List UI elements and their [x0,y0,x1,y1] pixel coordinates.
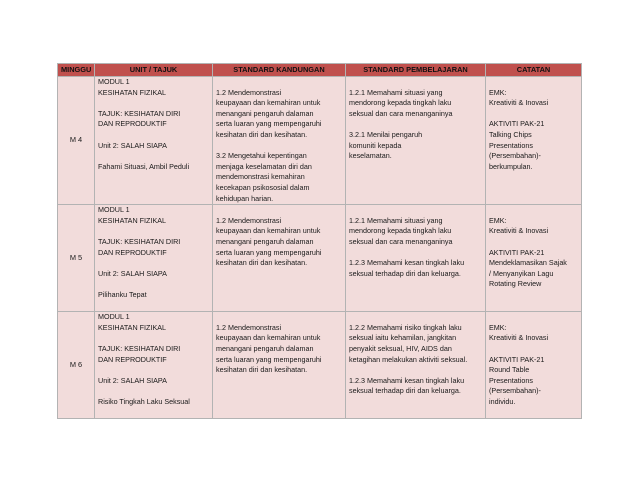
catatan-line: AKTIVITI PAK-21 [489,247,545,257]
kandungan-line: menangani pengaruh dalaman [216,343,314,353]
pembelajaran-line: seksual iaitu kehamilan, jangkitan [349,333,457,343]
catatan-line: Talking Chips [489,129,532,139]
pembelajaran-line: 1.2.1 Memahami situasi yang [349,215,443,225]
unit-tajuk-cont: DAN REPRODUKTIF [98,247,167,257]
kandungan-line: menangani pengaruh dalaman [216,108,314,118]
pembelajaran-line: penyakit seksual, HIV, AIDS dan [349,343,452,353]
table-row [58,312,582,419]
kandungan-line: menjaga keselamatan diri dan [216,161,312,171]
unit-cell [95,77,213,205]
unit-name: Unit 2: SALAH SIAPA [98,140,167,150]
lesson-plan-table [57,63,582,419]
catatan-line: AKTIVITI PAK-21 [489,119,545,129]
catatan-line: Presentations [489,375,533,385]
header-unit: UNIT / TAJUK [95,64,213,77]
catatan-line: Mendeklamasikan Sajak [489,258,567,268]
catatan-line: berkumpulan. [489,161,533,171]
kandungan-line: menangani pengaruh dalaman [216,236,314,246]
kandungan-line: kehidupan harian. [216,193,274,203]
catatan-line: Presentations [489,140,533,150]
kandungan-line: kecekapan psikososial dalam [216,182,310,192]
catatan-line: EMK: [489,87,507,97]
unit-name: Unit 2: SALAH SIAPA [98,268,167,278]
catatan-line: Kreativiti & Inovasi [489,333,549,343]
catatan-line: / Menyanyikan Lagu [489,268,554,278]
unit-kesihatan: KESIHATAN FIZIKAL [98,215,167,225]
kandungan-line: serta luaran yang mempengaruhi [216,354,322,364]
catatan-line: individu. [489,396,516,406]
pembelajaran-line: seksual dan cara menanganinya [349,236,453,246]
catatan-cell [486,77,582,205]
unit-cell [95,312,213,419]
unit-tajuk: TAJUK: KESIHATAN DIRI [98,108,181,118]
kandungan-line: serta luaran yang mempengaruhi [216,247,322,257]
catatan-cell [486,205,582,312]
pembelajaran-cell [346,312,486,419]
header-pembelajaran: STANDARD PEMBELAJARAN [346,64,486,77]
kandungan-line: keupayaan dan kemahiran untuk [216,226,321,236]
pembelajaran-line: mendorong kepada tingkah laku [349,226,452,236]
unit-cell [95,205,213,312]
unit-subtopic: Risiko Tingkah Laku Seksual [98,396,190,406]
catatan-line: Kreativiti & Inovasi [489,226,549,236]
week-cell: M 5 [58,205,95,312]
unit-modul: MODUL 1 [98,205,130,215]
header-minggu: MINGGU [58,64,95,77]
unit-name: Unit 2: SALAH SIAPA [98,375,167,385]
pembelajaran-line: 1.2.3 Memahami kesan tingkah laku [349,258,465,268]
week-cell: M 4 [58,77,95,205]
table-row [58,205,582,312]
catatan-line: AKTIVITI PAK-21 [489,354,545,364]
unit-kesihatan: KESIHATAN FIZIKAL [98,322,167,332]
pembelajaran-line: komuniti kepada [349,140,402,150]
pembelajaran-cell [346,205,486,312]
header-row [58,64,582,77]
week-cell: M 6 [58,312,95,419]
kandungan-line: keupayaan dan kemahiran untuk [216,98,321,108]
pembelajaran-line: mendorong kepada tingkah laku [349,98,452,108]
catatan-line: Kreativiti & Inovasi [489,98,549,108]
kandungan-line: keupayaan dan kemahiran untuk [216,333,321,343]
pembelajaran-line: 1.2.1 Memahami situasi yang [349,87,443,97]
pembelajaran-cell [346,77,486,205]
unit-tajuk: TAJUK: KESIHATAN DIRI [98,236,181,246]
catatan-line: EMK: [489,322,507,332]
catatan-cell [486,312,582,419]
unit-subtopic: Fahami Situasi, Ambil Peduli [98,161,190,171]
catatan-line: (Persembahan)- [489,386,541,396]
pembelajaran-line: 3.2.1 Menilai pengaruh [349,129,423,139]
kandungan-line: 1.2 Mendemonstrasi [216,87,282,97]
kandungan-cell [213,312,346,419]
catatan-line: Round Table [489,365,530,375]
kandungan-line: serta luaran yang mempengaruhi [216,119,322,129]
kandungan-line: kesihatan diri dan kesihatan. [216,129,308,139]
kandungan-line: mendemonstrasi kemahiran [216,172,305,182]
unit-tajuk-cont: DAN REPRODUKTIF [98,354,167,364]
header-catatan: CATATAN [486,64,582,77]
pembelajaran-line: ketagihan melakukan aktiviti seksual. [349,354,468,364]
catatan-line: (Persembahan)- [489,151,541,161]
unit-modul: MODUL 1 [98,312,130,322]
kandungan-line: 3.2 Mengetahui kepentingan [216,151,307,161]
pembelajaran-line: seksual terhadap diri dan keluarga. [349,386,461,396]
unit-tajuk-cont: DAN REPRODUKTIF [98,119,167,129]
kandungan-cell [213,205,346,312]
kandungan-line: 1.2 Mendemonstrasi [216,322,282,332]
catatan-line: EMK: [489,215,507,225]
unit-kesihatan: KESIHATAN FIZIKAL [98,87,167,97]
pembelajaran-line: 1.2.2 Memahami risiko tingkah laku [349,322,462,332]
kandungan-line: kesihatan diri dan kesihatan. [216,258,308,268]
unit-subtopic: Pilihanku Tepat [98,289,147,299]
pembelajaran-line: 1.2.3 Memahami kesan tingkah laku [349,375,465,385]
unit-tajuk: TAJUK: KESIHATAN DIRI [98,343,181,353]
catatan-line: Rotating Review [489,279,542,289]
pembelajaran-line: seksual terhadap diri dan keluarga. [349,268,461,278]
header-kandungan: STANDARD KANDUNGAN [213,64,346,77]
kandungan-cell [213,77,346,205]
kandungan-line: kesihatan diri dan kesihatan. [216,365,308,375]
pembelajaran-line: seksual dan cara menanganinya [349,108,453,118]
kandungan-line: 1.2 Mendemonstrasi [216,215,282,225]
pembelajaran-line: keselamatan. [349,151,392,161]
unit-modul: MODUL 1 [98,77,130,86]
table-row [58,77,582,205]
